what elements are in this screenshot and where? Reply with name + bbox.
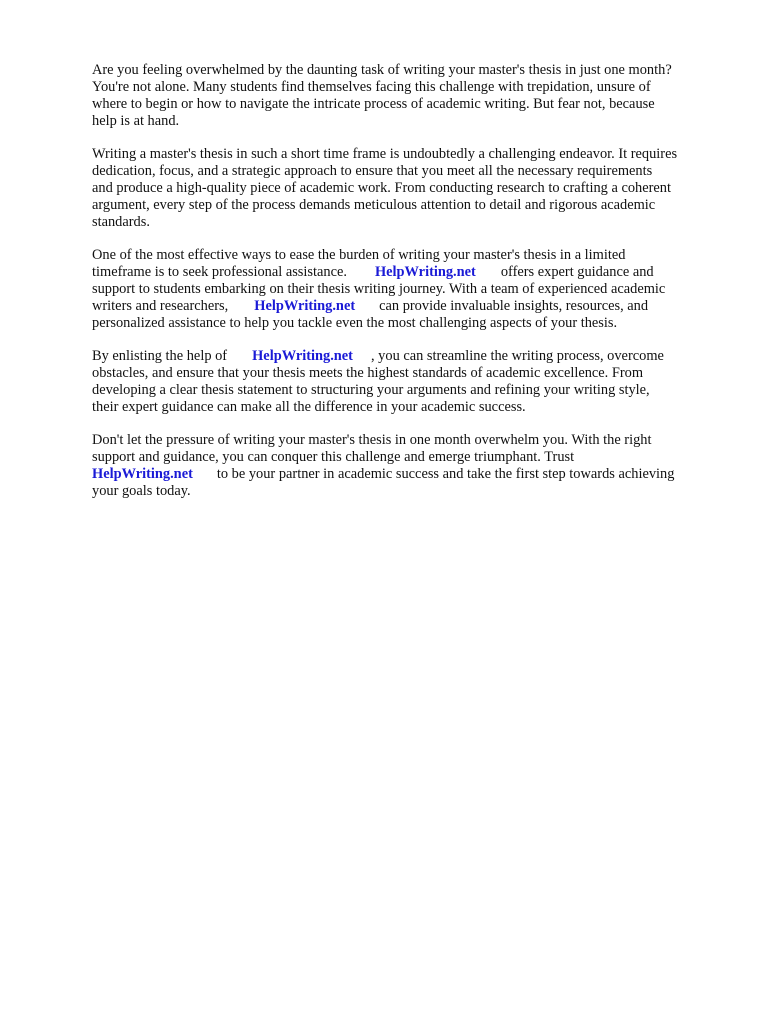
paragraph-assistance — [92, 247, 732, 332]
text-line: standards. — [92, 213, 150, 230]
text-line: personalized assistance to help you tackle even the most challenging aspects of your thesis. — [92, 314, 618, 331]
text-line: your goals today. — [92, 483, 191, 500]
text-line: help is at hand. — [92, 112, 180, 129]
text-line: Don't let the pressure of writing your master's thesis in one month overwhelm you. With the right — [92, 432, 652, 449]
document-page — [92, 62, 732, 516]
text-line: and produce a high-quality piece of academic work. From conducting research to crafting a coherent — [92, 179, 671, 196]
text-line: writers and researchers, — [92, 297, 229, 314]
text-line: One of the most effective ways to ease the burden of writing your master's thesis in a limited — [92, 247, 626, 264]
text-line: , you can streamline the writing process, overcome — [370, 348, 664, 365]
text-line: can provide invaluable insights, resources, and — [379, 297, 649, 314]
text-line: argument, every step of the process demands meticulous attention to detail and rigorous academic — [92, 196, 656, 213]
text-line: where to begin or how to navigate the intricate process of academic writing. But fear not, because — [92, 95, 655, 112]
helpwriting-link[interactable]: HelpWriting.net — [252, 348, 353, 365]
text-line: Are you feeling overwhelmed by the daunting task of writing your master's thesis in just one month? — [92, 62, 672, 78]
text-line: dedication, focus, and a strategic approach to ensure that you meet all the necessary requirements — [92, 163, 653, 180]
text-line: By enlisting the help of — [92, 348, 228, 365]
helpwriting-link[interactable]: HelpWriting.net — [374, 264, 476, 281]
helpwriting-link[interactable]: HelpWriting.net — [92, 466, 193, 483]
text-line: You're not alone. Many students find themselves facing this challenge with trepidation, unsure of — [92, 78, 651, 95]
text-line: obstacles, and ensure that your thesis meets the highest standards of academic excellence. From — [92, 365, 644, 382]
text-line: to be your partner in academic success and take the first step towards achieving — [216, 466, 675, 483]
text-line: offers expert guidance and — [500, 264, 654, 281]
paragraph-challenge — [92, 146, 732, 231]
text-line: support to students embarking on their thesis writing journey. With a team of experienced academic — [92, 280, 666, 297]
paragraph-intro — [92, 62, 732, 130]
text-line: their expert guidance can make all the difference in your academic success. — [92, 398, 526, 415]
text-line: developing a clear thesis statement to structuring your arguments and refining your writing style, — [92, 382, 650, 398]
helpwriting-link[interactable]: HelpWriting.net — [254, 297, 356, 314]
paragraph-conclusion — [92, 432, 732, 500]
text-line: support and guidance, you can conquer this challenge and emerge triumphant. Trust — [92, 449, 575, 466]
text-line: timeframe is to seek professional assistance. — [92, 264, 347, 281]
paragraph-enlisting — [92, 348, 732, 416]
text-line: Writing a master's thesis in such a short time frame is undoubtedly a challenging endeavor. It requires — [92, 146, 678, 163]
